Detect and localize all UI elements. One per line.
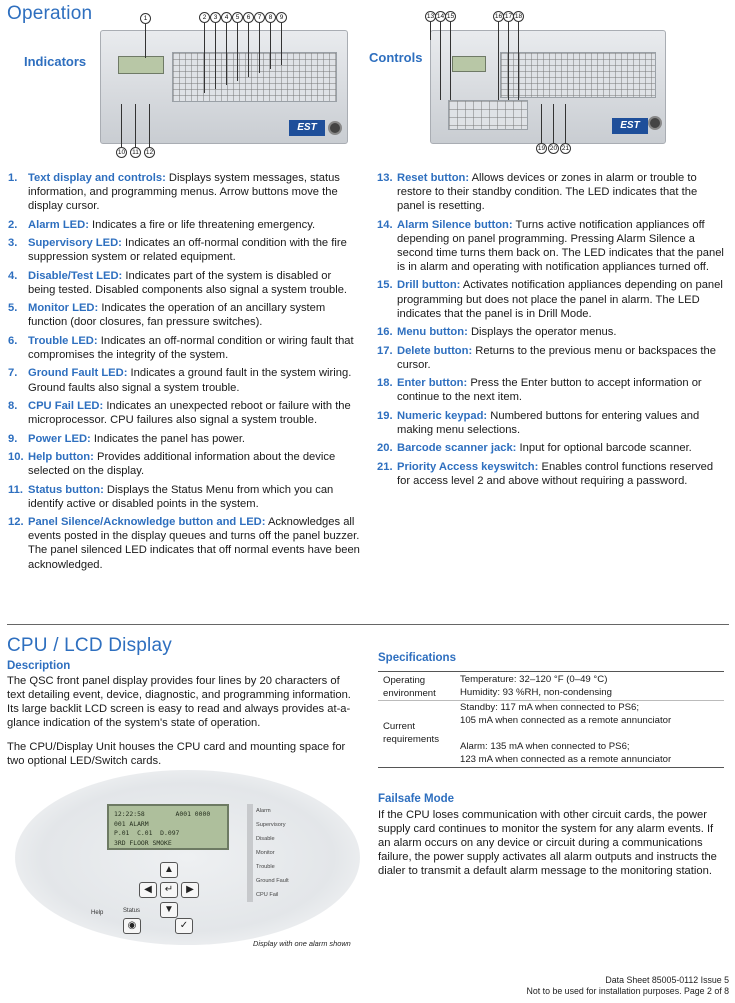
callout-4: 4 [221, 12, 232, 23]
list-item-number: 6. [8, 334, 18, 347]
list-item-term: Drill button: [397, 279, 461, 292]
callout-14: 14 [436, 13, 445, 20]
description-paragraph-2: The CPU/Display Unit houses the CPU card and mounting space for two optional LED/Switch cards. [7, 741, 346, 768]
callout-line [149, 104, 150, 147]
list-item-text: Turns active notification appliances off depending on panel programming. Pressing Alarm Silence a second time turns them back on. The LED indicates that the panel is in alarm and operating with notification appliances turned off. [397, 218, 724, 273]
led-label: Ground Fault [247, 874, 289, 888]
temperature-value: Temperature: 32–120 °F (0–49 °C) [460, 674, 608, 685]
spec-value [460, 702, 724, 766]
list-item-term: Panel Silence/Acknowledge button and LED: [28, 516, 266, 529]
controls-list [377, 171, 727, 492]
list-item-text: Enables control functions reserved for access level 2 and above without requiring a password. [397, 460, 714, 487]
lcd-line-3: P.01 C.01 D.097 [114, 829, 180, 837]
list-item [377, 460, 727, 488]
keypad-grid [448, 100, 528, 130]
list-item-number: 15. [377, 279, 393, 292]
callout-line [450, 22, 451, 100]
description-paragraph-1: The QSC front panel display provides four lines by 20 characters of text detailing event, device, diagnostic, and programming information. Its large backlit LCD screen is easy to read and always provides at-a-glance indication of the system's state of operation. [7, 675, 351, 730]
list-item [377, 344, 727, 372]
list-item [8, 334, 360, 362]
list-item-term: Delete button: [397, 344, 473, 357]
list-item [377, 171, 727, 213]
lcd-screen [107, 804, 229, 850]
callout-line [204, 23, 205, 93]
list-item [8, 171, 360, 213]
specifications-table [378, 671, 724, 768]
arrow-right-icon: ▶ [181, 882, 199, 898]
list-item-number: 19. [377, 409, 393, 422]
footer-doc-id: Data Sheet 85005-0112 Issue 5 [605, 975, 729, 985]
arrow-down-icon: ▼ [160, 902, 178, 918]
callout-7: 7 [254, 12, 265, 23]
callout-line [508, 22, 509, 100]
list-item [377, 441, 727, 455]
list-item-text: Displays system messages, status information, and programming menus. Arrow buttons move the display cursor. [28, 172, 340, 213]
list-item-text: Activates notification appliances depending on panel programming but does not place the panel in alarm. The LED indicates that the panel is in Drill Mode. [397, 279, 723, 320]
list-item-term: Power LED: [28, 432, 91, 445]
list-item-text: Indicates the operation of an ancillary system function (door closures, fan pressure switches). [28, 302, 326, 329]
list-item-term: Alarm LED: [28, 218, 89, 231]
list-item [8, 366, 360, 394]
lcd-line-4: 3RD FLOOR SMOKE [114, 838, 172, 847]
led-grid [500, 52, 656, 98]
list-item-number: 5. [8, 302, 18, 315]
failsafe-paragraph: If the CPU loses communication with other circuit cards, the power supply card continues to monitor the system for any alarm events. If an alarm occurs on any device or circuit during a communications failure, the power supply activates all alarm outputs and instructs the dialer to transmit a default alarm message to the monitoring station. [378, 809, 717, 878]
callout-6: 6 [243, 12, 254, 23]
callout-line [553, 104, 554, 143]
list-item-text: Press the Enter button to accept information or continue to the next item. [397, 377, 702, 404]
standby-current: Standby: 117 mA when connected to PS6; [460, 702, 640, 713]
spec-label [383, 721, 439, 746]
arrow-up-icon: ▲ [160, 862, 178, 878]
list-item-term: Priority Access keyswitch: [397, 460, 539, 473]
arrow-left-icon: ◀ [139, 882, 157, 898]
list-item-term: Alarm Silence button: [397, 218, 513, 231]
spec-label [383, 675, 436, 700]
list-item-text: Indicates part of the system is disabled or being tested. Disabled components also signal a system trouble. [28, 269, 348, 296]
alarm-current: 123 mA when connected as a remote annunciator [460, 753, 672, 765]
list-item [8, 218, 360, 232]
led-label: Disable [247, 832, 289, 846]
list-item-text: Allows devices or zones in alarm or trouble to restore to their standby condition. The LED indicates that the panel is resetting. [397, 172, 698, 213]
list-item-text: Acknowledges all events posted in the display queues and turns off the panel buzzer. The panel silenced LED indicates that off normal events have been acknowledged. [28, 516, 360, 571]
callout-line [145, 24, 146, 58]
list-item-number: 10. [8, 451, 24, 464]
led-label: Monitor [247, 846, 289, 860]
callout-11: 11 [130, 147, 141, 158]
est-logo: EST [612, 118, 648, 134]
list-item-text: Indicates the panel has power. [90, 432, 246, 445]
cpu-lcd-heading: CPU / LCD Display [7, 635, 172, 656]
callout-5: 5 [232, 12, 243, 23]
list-item [8, 515, 360, 571]
callout-20: 20 [549, 145, 558, 152]
list-item [377, 278, 727, 320]
callout-line [440, 22, 441, 100]
list-item-number: 11. [8, 483, 23, 496]
list-item-term: Numeric keypad: [397, 409, 488, 422]
callout-line [518, 22, 519, 100]
est-logo: EST [289, 120, 325, 136]
list-item [377, 376, 727, 404]
table-row [378, 701, 724, 767]
spec-label-line: Current [383, 721, 415, 732]
photo-caption: Display with one alarm shown [253, 939, 351, 948]
panel-lcd [452, 56, 486, 72]
humidity-value: Humidity: 93 %RH, non-condensing [460, 686, 612, 698]
lcd-line-1: 12:22:58 A001 0000 [114, 810, 211, 818]
list-item [377, 325, 727, 339]
list-item-term: Enter button: [397, 377, 468, 390]
list-item-number: 18. [377, 377, 393, 390]
callout-19: 19 [537, 145, 546, 152]
list-item-text: Displays the operator menus. [467, 326, 617, 339]
list-item [8, 450, 360, 478]
callout-17: 17 [504, 13, 513, 20]
callout-10: 10 [117, 149, 126, 156]
eye-icon: ◉ [123, 918, 141, 934]
led-label: CPU Fail [247, 888, 289, 902]
callout-9: 9 [276, 12, 287, 23]
led-label: Trouble [247, 860, 289, 874]
callout-21: 21 [561, 145, 570, 152]
callout-line [121, 104, 122, 147]
led-label: Alarm [247, 804, 289, 818]
callout-2: 2 [199, 12, 210, 23]
list-item-term: Reset button: [397, 172, 470, 184]
callout-13: 13 [426, 13, 435, 20]
callout-line [237, 23, 238, 81]
list-item [377, 409, 727, 437]
panel-lcd [118, 56, 164, 74]
section-divider [7, 624, 729, 625]
operation-heading: Operation [7, 3, 93, 24]
spec-label-line: Operating [383, 675, 426, 686]
spec-value [460, 674, 724, 699]
list-item-text: Indicates an unexpected reboot or failure with the microprocessor. CPU failures also signal a system trouble. [28, 400, 351, 427]
callout-line [259, 23, 260, 73]
callout-line [226, 23, 227, 85]
controls-heading: Controls [369, 50, 423, 65]
list-item-number: 4. [8, 269, 18, 282]
list-item-text: Indicates an off-normal condition with the fire suppression system or related equipment. [28, 237, 347, 264]
list-item-term: Barcode scanner jack: [397, 442, 517, 455]
list-item-term: Monitor LED: [28, 302, 99, 315]
list-item-number: 20. [377, 442, 393, 455]
callout-line [248, 23, 249, 77]
list-item-number: 13. [377, 172, 393, 184]
list-item-term: Ground Fault LED: [28, 367, 128, 380]
list-item-number: 2. [8, 218, 18, 231]
footer-disclaimer: Not to be used for installation purposes. Page 2 of 8 [526, 986, 729, 996]
callout-line [281, 23, 282, 65]
callout-1: 1 [140, 13, 151, 24]
list-item-number: 17. [377, 344, 393, 357]
list-item-term: Disable/Test LED: [28, 269, 123, 282]
list-item [8, 269, 360, 297]
list-item-text: Input for optional barcode scanner. [516, 442, 692, 455]
list-item-text: Displays the Status Menu from which you can identify active or disabled points in the system. [28, 483, 334, 510]
list-item [8, 399, 360, 427]
list-item-number: 14. [377, 218, 393, 231]
list-item-term: Trouble LED: [28, 334, 98, 347]
photo-led-labels [247, 804, 289, 902]
list-item-term: Menu button: [397, 326, 468, 339]
list-item-number: 8. [8, 400, 18, 413]
list-item-term: Supervisory LED: [28, 237, 122, 250]
list-item-text: Returns to the previous menu or backspaces the cursor. [397, 344, 716, 371]
callout-8: 8 [265, 12, 276, 23]
callout-line [135, 104, 136, 147]
indicators-heading: Indicators [24, 54, 87, 69]
list-item-number: 3. [8, 237, 18, 250]
list-item [8, 483, 360, 511]
list-item-number: 9. [8, 432, 18, 445]
list-item-term: Status button: [28, 483, 104, 496]
led-label: Supervisory [247, 818, 289, 832]
failsafe-heading: Failsafe Mode [378, 793, 455, 805]
check-icon: ✓ [175, 918, 193, 934]
keyswitch-icon [648, 116, 662, 130]
list-item-term: Text display and controls: [28, 172, 166, 184]
table-row [378, 672, 724, 701]
standby-current: 105 mA when connected as a remote annunciator [460, 714, 672, 726]
specifications-heading: Specifications [378, 652, 456, 664]
indicators-list [8, 171, 360, 576]
callout-15: 15 [446, 13, 455, 20]
list-item [8, 236, 360, 264]
list-item [8, 301, 360, 329]
spec-label-line: requirements [383, 733, 439, 745]
alarm-current: Alarm: 135 mA when connected to PS6; [460, 741, 630, 752]
led-grid [172, 52, 337, 102]
list-item-number: 1. [8, 172, 18, 184]
callout-18: 18 [514, 13, 523, 20]
callout-line [270, 23, 271, 69]
callout-16: 16 [494, 13, 503, 20]
list-item-number: 21. [377, 460, 393, 473]
enter-icon: ↵ [160, 882, 178, 898]
callout-3: 3 [210, 12, 221, 23]
list-item [377, 218, 727, 274]
list-item-text: Numbered buttons for entering values and making menu selections. [397, 409, 700, 436]
lcd-line-2: 001 ALARM [114, 819, 149, 828]
list-item-text: Indicates a ground fault in the system wiring. Ground faults also signal a system trouble. [28, 367, 352, 394]
callout-line [565, 104, 566, 143]
callout-12: 12 [145, 149, 154, 156]
callout-line [541, 104, 542, 143]
keyswitch-icon [328, 121, 342, 135]
callout-line [215, 23, 216, 89]
list-item-text: Provides additional information about the device selected on the display. [28, 451, 336, 478]
list-item-number: 7. [8, 367, 18, 380]
list-item-term: Help button: [28, 451, 94, 464]
list-item-number: 12. [8, 516, 24, 529]
list-item-text: Indicates a fire or life threatening emergency. [88, 218, 316, 231]
callout-line [498, 22, 499, 100]
cpu-display-photo [15, 770, 360, 945]
description-heading: Description [7, 660, 71, 672]
help-label: Help [91, 910, 104, 916]
list-item-text: Indicates an off-normal condition or wiring fault that compromises the integrity of the system. [28, 334, 354, 361]
list-item [8, 432, 360, 446]
list-item-term: CPU Fail LED: [28, 400, 104, 413]
list-item-number: 16. [377, 326, 393, 339]
spec-label-line: environment [383, 687, 436, 699]
status-label: Status [123, 908, 141, 914]
callout-line [430, 22, 431, 40]
